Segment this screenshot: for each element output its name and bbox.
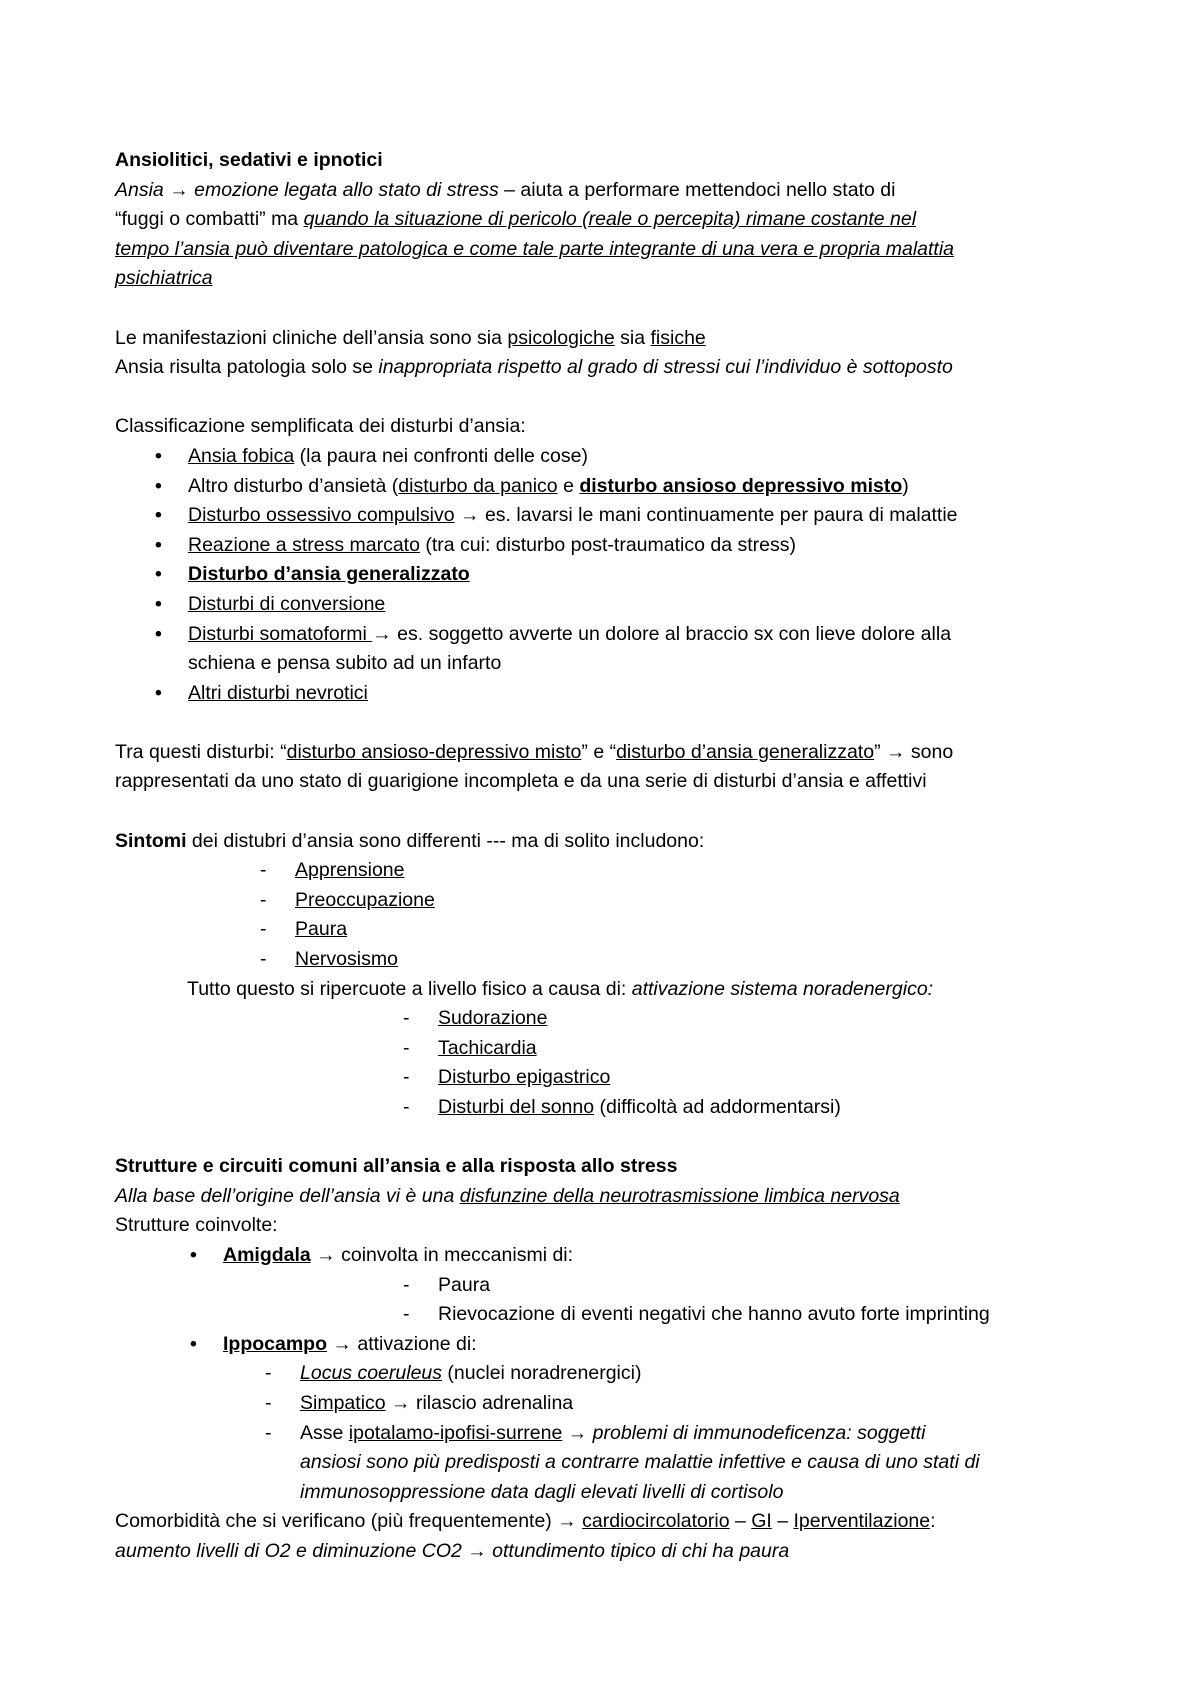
dash-item [115, 886, 1105, 916]
ansia-definition: Ansia → emozione legata allo stato di stress [115, 178, 499, 201]
term-bold: disturbo ansioso depressivo misto [579, 474, 903, 497]
dash-item [115, 915, 1105, 945]
text-run: dei distubri d’ansia sono differenti --- ma di solito includono: [186, 829, 705, 852]
term: disturbo ansioso-depressivo misto [286, 740, 582, 763]
emphasis-italic: attivazione sistema noradenergico: [631, 977, 934, 1000]
emphasis-italic: inappropriata rispetto al grado di stressi cui l’individuo è sottoposto [378, 356, 953, 379]
term-amigdala: Amigdala [223, 1243, 311, 1266]
text-run: (difficoltà ad addormentarsi) [594, 1096, 841, 1118]
dash-item [115, 1419, 1105, 1449]
text-run: e [557, 474, 580, 497]
text-run: Altro disturbo d’ansietà ( [188, 474, 399, 497]
paragraph-line [115, 324, 1105, 354]
term-ippocampo: Ippocampo [223, 1332, 328, 1355]
paragraph-line [115, 827, 1105, 857]
term: Tachicardia [438, 1036, 537, 1059]
text-run: – [729, 1510, 752, 1533]
dash-item: - Rievocazione di eventi negativi che hanno avuto forte imprinting [115, 1300, 1105, 1330]
section-title-strutture: Strutture e circuiti comuni all’ansia e alla risposta allo stress [115, 1155, 678, 1178]
classification-heading: Classificazione semplificata dei disturbi d’ansia: [115, 415, 526, 438]
dash-item [115, 1004, 1105, 1034]
paragraph-line [115, 975, 1105, 1005]
emphasis-underlined-line: psichiatrica [115, 267, 213, 290]
paragraph-line: aumento livelli di O2 e diminuzione CO2 → ottundimento tipico di chi ha paura [115, 1539, 790, 1562]
list-item [115, 442, 1105, 472]
spacer [115, 708, 1105, 738]
text-run: Asse [300, 1421, 349, 1444]
term: ipotalamo-ipofisi-surrene [348, 1421, 563, 1444]
term: Paura [295, 918, 348, 941]
paragraph-line: rappresentati da uno stato di guarigione incompleta e da una serie di disturbi d’ansia e affettivi [115, 770, 927, 793]
term: Preoccupazione [295, 888, 435, 911]
keyword-sintomi: Sintomi [115, 829, 187, 852]
list-item [115, 531, 1105, 561]
text-run: : [930, 1510, 936, 1533]
dash-item [115, 945, 1105, 975]
dash-item-continuation: ansiosi sono più predisposti a contrarre malattie infettive e causa di uno stati di [300, 1451, 980, 1474]
term: Disturbo epigastrico [438, 1066, 611, 1089]
paragraph-line: Strutture coinvolte: [115, 1214, 278, 1237]
text-run: (la paura nei confronti delle cose) [294, 444, 588, 467]
list-item [115, 590, 1105, 620]
list-item-continuation: schiena e pensa subito ad un infarto [188, 652, 502, 675]
text-run: (tra cui: disturbo post-traumatico da stress) [419, 533, 796, 556]
term: Disturbi somatoformi [188, 622, 373, 645]
term: Sudorazione [438, 1007, 548, 1030]
text-run: ” → sono [874, 740, 954, 763]
term: Locus coeruleus [300, 1362, 443, 1385]
paragraph-line [115, 1182, 1105, 1212]
list-item [115, 472, 1105, 502]
term: Simpatico [300, 1391, 386, 1414]
dash-item [115, 1359, 1105, 1389]
text-run: – [771, 1510, 794, 1533]
term: Disturbo ossessivo compulsivo [188, 504, 455, 527]
term: Reazione a stress marcato [188, 533, 420, 556]
term: disturbo d’ansia generalizzato [616, 740, 875, 763]
list-item [115, 501, 1105, 531]
text-run: → [562, 1421, 593, 1444]
dash-item [115, 856, 1105, 886]
text-run: sia [614, 326, 651, 349]
text-run: “fuggi o combatti” ma [115, 208, 304, 231]
text-run: Comorbidità che si verificano (più frequentemente) → [115, 1510, 583, 1533]
term: GI [751, 1510, 772, 1533]
text-run: Tutto questo si ripercuote a livello fisico a causa di: [187, 977, 632, 1000]
text-run: → coinvolta in meccanismi di: [310, 1243, 574, 1266]
paragraph-line [115, 738, 1105, 768]
emphasis-underlined: quando la situazione di pericolo (reale o percepita) rimane costante nel [303, 208, 917, 231]
term: cardiocircolatorio [582, 1510, 730, 1533]
term: Altri disturbi nevrotici [188, 681, 368, 704]
paragraph-line [115, 1507, 1105, 1537]
list-item [115, 1241, 1105, 1271]
dash-item [115, 1389, 1105, 1419]
spacer [115, 383, 1105, 413]
term: Disturbi di conversione [188, 592, 386, 615]
term: Ansia fobica [188, 444, 295, 467]
list-item [115, 679, 1105, 709]
spacer [115, 294, 1105, 324]
dash-item [115, 1093, 1105, 1123]
term-bold: Disturbo d’ansia generalizzato [188, 563, 470, 586]
emphasis-underlined-line: tempo l’ansia può diventare patologica e come tale parte integrante di una vera e propria malattia [115, 237, 955, 260]
dash-item-continuation: immunosoppressione data dagli elevati livelli di cortisolo [300, 1480, 784, 1503]
term: disturbo da panico [398, 474, 558, 497]
dash-item: - Paura [115, 1271, 1105, 1301]
document-page [115, 146, 1105, 1567]
text-run: ” e “ [581, 740, 617, 763]
keyword-psicologiche: psicologiche [507, 326, 615, 349]
text-run: → attivazione di: [327, 1332, 477, 1355]
paragraph-line [115, 205, 1105, 235]
text-run: (nuclei noradrenergici) [442, 1362, 642, 1385]
text-run: Ansia risulta patologia solo se [115, 356, 379, 379]
text-run: ) [902, 474, 909, 497]
text-run: → rilascio adrenalina [385, 1391, 574, 1414]
spacer [115, 797, 1105, 827]
term: Iperventilazione [793, 1510, 931, 1533]
list-item [115, 560, 1105, 590]
term: Disturbi del sonno [438, 1096, 595, 1118]
keyword-fisiche: fisiche [650, 326, 706, 349]
emphasis-underlined: disfunzine della neurotrasmissione limbica nervosa [459, 1184, 900, 1207]
paragraph-line [115, 176, 1105, 206]
paragraph-line [115, 353, 1105, 383]
list-item [115, 1330, 1105, 1360]
dash-item [115, 1034, 1105, 1064]
spacer [115, 1123, 1105, 1153]
text-run: Alla base dell’origine dell’ansia vi è una [115, 1184, 460, 1207]
emphasis-italic: problemi di immunodeficenza: soggetti [592, 1421, 926, 1444]
list-item [115, 620, 1105, 650]
text-run: → es. lavarsi le mani continuamente per paura di malattie [454, 504, 958, 527]
text-run: – aiuta a performare mettendoci nello stato di [498, 178, 896, 201]
text-run: Le manifestazioni cliniche dell’ansia sono sia [115, 326, 508, 349]
term: Apprensione [295, 859, 405, 882]
text-run: Tra questi disturbi: “ [115, 740, 287, 763]
dash-item [115, 1063, 1105, 1093]
term: Nervosismo [295, 948, 398, 971]
section-title-ansiolitici: Ansiolitici, sedativi e ipnotici [115, 149, 383, 171]
text-run: → es. soggetto avverte un dolore al braccio sx con lieve dolore alla [372, 622, 952, 645]
